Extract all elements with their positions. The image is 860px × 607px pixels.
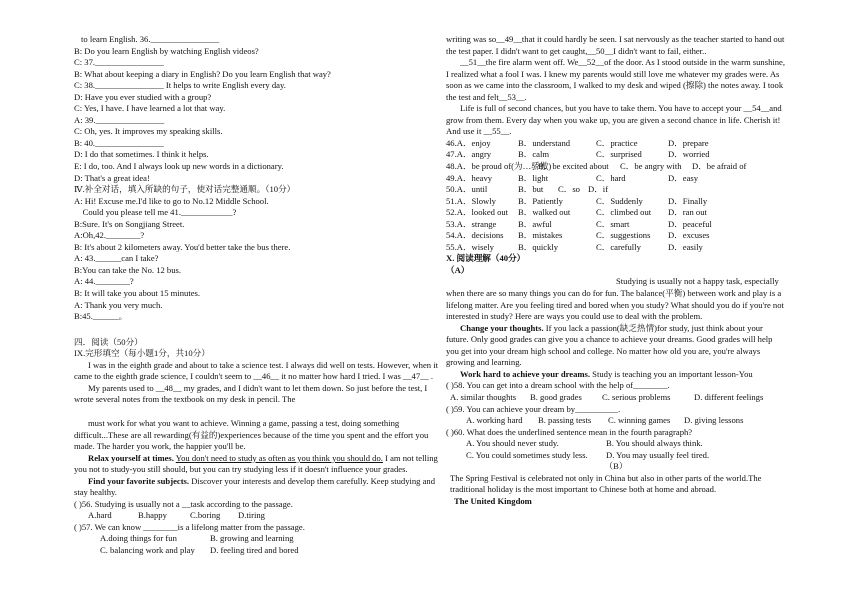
dialog-line: E: I do, too. And I always look up new words in a dictionary.	[74, 161, 284, 172]
dialog-line: A:Oh,42.________?	[74, 230, 145, 241]
cloze-paragraph: __51__the fire alarm went off. We__52__of the door. As I stood outside in the warm sunshine, I realized what a fool I was. I knew my parents would still love me whatever my grades were. As soon as we came into the classroom, I walked to my desk and wiped (擦除) the notes away. I took the test and felt__53__.	[446, 57, 786, 102]
option-row	[446, 149, 786, 161]
underlined-sentence: You don't need to study as often as you think you should do.	[175, 452, 383, 463]
option: D. different feelings	[694, 391, 764, 402]
question-60-options	[446, 450, 786, 462]
option: C．be angry with	[620, 161, 682, 172]
dialog-line: D: That's a great idea!	[74, 172, 150, 183]
dialog-line: C: 37.________________	[74, 57, 164, 68]
part-b-label: （B）	[604, 461, 628, 472]
question-59-options	[446, 415, 786, 427]
question-59: ( )59. You can achieve your dream by__________.	[446, 403, 621, 414]
relax-paragraph	[74, 453, 440, 476]
option: C．surprised	[596, 149, 642, 160]
option: A. You should never study.	[466, 438, 559, 449]
dialog-line: B:Sure. It's on Songjiang Street.	[74, 218, 185, 229]
option: A.hard	[88, 510, 112, 521]
option-row	[446, 196, 786, 208]
option-row	[446, 138, 786, 150]
question-60-options	[446, 438, 786, 450]
option: C. serious problems	[602, 391, 671, 402]
change-heading: Change your thoughts.	[460, 322, 544, 333]
option: D.tiring	[238, 510, 265, 521]
option-row	[446, 230, 786, 242]
option: B. good grades	[530, 391, 582, 402]
dialog-line: B:45.______。	[74, 311, 128, 322]
question-57-options	[74, 533, 440, 545]
option-row	[446, 184, 786, 196]
passage-a-paragraph: Studying is usually not a happy task, especially when there are so many things you can do for fun. The balance(平衡) between work and play is a lifelong matter. Are you feeling tired and bored when you study? What should you do if you're not interested in study? Here are ways you could use to deal with the problem.	[446, 276, 784, 322]
option-row	[446, 219, 786, 231]
dialog-line: C: Oh, yes. It improves my speaking skills.	[74, 126, 223, 137]
option: 54.A．decisions	[446, 230, 504, 241]
option: D．easily	[668, 241, 703, 252]
option: D．excuses	[668, 230, 710, 241]
option-row	[446, 173, 786, 185]
left-column	[74, 34, 440, 557]
option: C．hard	[596, 172, 626, 183]
option: D．ran out	[668, 207, 707, 218]
dialog-line: B: Do you learn English by watching English videos?	[74, 45, 259, 56]
option-row	[446, 161, 786, 173]
cloze-title: IX.完形填空（每小题1分，共10分）	[74, 348, 210, 359]
option: B．walked out	[518, 207, 571, 218]
option: B．awful	[518, 218, 552, 229]
option: B.happy	[138, 510, 167, 521]
relax-heading: Relax yourself at times.	[88, 452, 174, 463]
option: 55.A．wisely	[446, 241, 494, 252]
section-10-title: X. 阅读理解（40分）	[446, 253, 526, 264]
option: B．quickly	[518, 241, 559, 252]
dialog-line: A: Hi! Excuse me.I'd like to go to No.12 Middle School.	[74, 195, 269, 206]
dialog-1	[74, 34, 440, 184]
dialog-line: A: 44.________?	[74, 276, 134, 287]
cloze-options	[446, 138, 786, 253]
cloze-paragraph: Life is full of second chances, but you have to take them. You have to accept your __54__and grow from them. Every day when you wake up, you are given a second chance in life. Cherish it! And use it __55__.	[446, 103, 782, 137]
favorite-heading: Find your favorite subjects.	[88, 475, 190, 486]
favorite-paragraph	[74, 476, 440, 499]
dialog-line: Could you please tell me 41.____________?	[74, 207, 237, 218]
option-row	[446, 242, 786, 254]
question-57-options	[74, 545, 440, 557]
right-column	[446, 34, 786, 507]
dialog-line: A: 39.________________	[74, 114, 165, 125]
dialog-line: B: What about keeping a diary in English? Do you learn English that way?	[74, 68, 331, 79]
option: B．understand	[518, 137, 571, 148]
option: B．light	[518, 172, 549, 183]
option: C．climbed out	[596, 207, 652, 218]
option: B. growing and learning	[210, 533, 294, 544]
question-57: ( )57. We can know ________is a lifelong matter from the passage.	[74, 521, 305, 532]
question-58: ( )58. You can get into a dream school with the help of________.	[446, 380, 670, 391]
dialog-line: C: Yes, I have. I have learned a lot that way.	[74, 103, 226, 114]
option: B. passing tests	[538, 415, 592, 426]
dialog-line: to learn English. 36.________________	[81, 34, 220, 44]
option: 49.A．heavy	[446, 172, 493, 183]
option: D．prepare	[668, 137, 709, 148]
option: B．mistakes	[518, 230, 563, 241]
change-body: If you lack a passion(缺乏热情)for study, just think about your future. Only good grades can give you a chance to achieve your dreams. Good grades will help you get into your dream high school and college. No matter how old you are, you're always growing and learning.	[446, 322, 773, 368]
option: C．practice	[596, 137, 638, 148]
dialog-line: B: It's about 2 kilometers away. You'd better take the bus there.	[74, 241, 291, 252]
dialog-line: B: It will take you about 15 minutes.	[74, 288, 201, 299]
option-row	[446, 207, 786, 219]
hard-work-paragraph	[446, 369, 786, 381]
question-56: ( )56. Studying is usually not a __task according to the passage.	[74, 498, 293, 509]
option: 46.A．enjoy	[446, 137, 491, 148]
option: B．be excited about	[538, 161, 609, 172]
dialog-line: A: Thank you very much.	[74, 299, 163, 310]
option: 50.A．until	[446, 184, 488, 195]
option: C. You could sometimes study less.	[466, 449, 588, 460]
passage-b-paragraph: The Spring Festival is celebrated not only in China but also in other parts of the world.The traditional holiday is the most important to Chinese both at home and abroad.	[450, 472, 762, 495]
hard-work-heading: Work hard to achieve your dreams.	[460, 368, 591, 379]
option: C．Suddenly	[596, 195, 643, 206]
option: D．if	[588, 184, 609, 195]
part-a-label: （A）	[446, 264, 470, 275]
dialog-line: B: 40.________________	[74, 137, 164, 148]
option: 48.A．be proud of(为…骄傲)	[446, 161, 552, 172]
option: A.doing things for fun	[100, 533, 177, 544]
uk-heading: The United Kingdom	[454, 495, 532, 506]
option: 52.A．looked out	[446, 207, 509, 218]
dialog-line: B:You can take the No. 12 bus.	[74, 264, 182, 275]
option: C．smart	[596, 218, 630, 229]
option: D．be afraid of	[692, 161, 747, 172]
dialog-line: C: 38.________________ It helps to write English every day.	[74, 80, 286, 91]
change-paragraph	[446, 323, 786, 369]
dialog-line: D: Have you ever studied with a group?	[74, 91, 212, 102]
option: B．Patiently	[518, 195, 563, 206]
question-56-options	[74, 510, 440, 522]
relax-body: I am not telling you not to study-you still should, but you can try studying less if it doesn't influence your grades.	[74, 452, 438, 475]
option: C. winning games	[608, 415, 671, 426]
option: D．worried	[668, 149, 710, 160]
option: 51.A．Slowly	[446, 195, 496, 206]
option: A. similar thoughts	[450, 391, 517, 402]
cloze-paragraph: My parents used to __48__ my grades, and I didn't want to let them down. So just before the test, I wrote several notes from the textbook on my desk in pencil. The	[74, 382, 428, 405]
favorite-body: Discover your interests and develop them carefully. Keep studying and stay healthy.	[74, 475, 436, 498]
option: D．peaceful	[668, 218, 712, 229]
question-58-options	[446, 392, 786, 404]
section-4-title: Ⅳ.补全对话，填入所缺的句子，使对话完整通顺。（10分）	[74, 184, 296, 195]
cloze-continued: writing was so__49__that it could hardly be seen. I sat nervously as the teacher started to hand out the test paper. I didn't want to get caught,__50__I didn't want to fail, either..	[446, 34, 785, 56]
dialog-line: D: I do that sometimes. I think it helps.	[74, 149, 209, 160]
dialog-2	[74, 196, 440, 323]
option: B. You should always think.	[606, 438, 703, 449]
option: B．calm	[518, 149, 550, 160]
option: C．carefully	[596, 241, 641, 252]
option: D．Finally	[668, 195, 708, 206]
option: B．but	[518, 184, 544, 195]
option: 53.A．strange	[446, 218, 497, 229]
option: C.boring	[190, 510, 221, 521]
passage-a-continued: must work for what you want to achieve. Winning a game, passing a test, doing something difficult...These are all rewarding(有益的)experiences because of the time you spent and the effort you made. The harder you work, the happier you'll be.	[74, 417, 429, 452]
option: D．easy	[668, 172, 699, 183]
option: A. working hard	[466, 415, 523, 426]
option: C. balancing work and play	[100, 544, 195, 555]
option: D. You may usually feel tired.	[606, 449, 710, 460]
option: C．so	[558, 184, 580, 195]
reading-title: 四．阅读（50分）	[74, 336, 143, 347]
option: D. giving lessons	[684, 415, 744, 426]
option: D. feeling tired and bored	[210, 544, 299, 555]
option: C．suggestions	[596, 230, 651, 241]
cloze-paragraph: I was in the eighth grade and about to take a science test. I always did well on tests. However, when it came to the eighth grade science, I couldn't seem to __46__ it no matter how hard I tried. I was __47__ .	[74, 359, 438, 382]
hard-work-body: Study is teaching you an important lesson-You	[590, 368, 753, 379]
question-60: ( )60. What does the underlined sentence mean in the fourth paragraph?	[446, 426, 693, 437]
option: 47.A．angry	[446, 149, 492, 160]
dialog-line: A: 43.______can I take?	[74, 253, 159, 264]
